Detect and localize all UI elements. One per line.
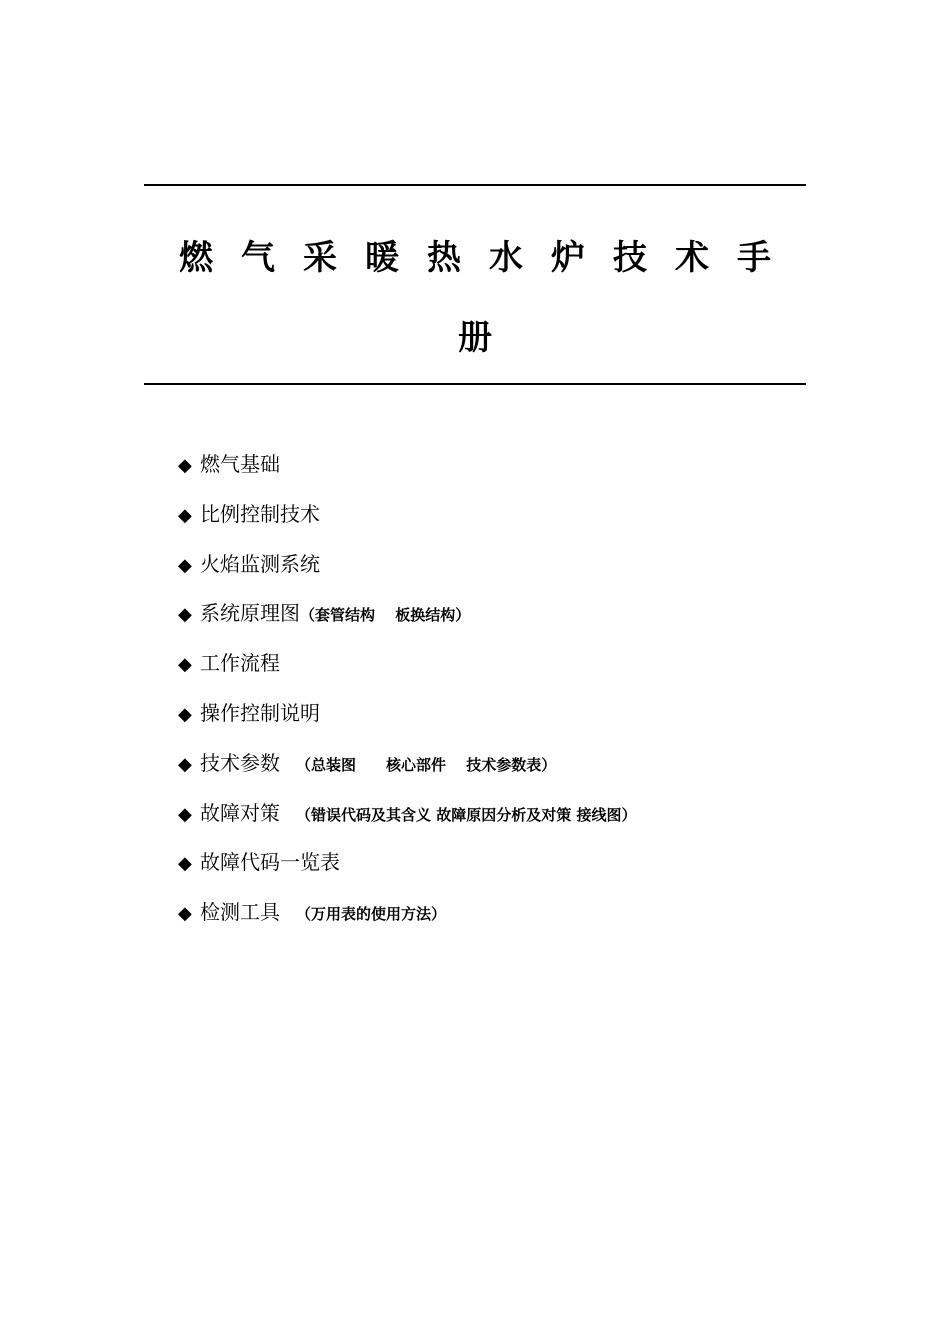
toc-note: （万用表的使用方法） <box>296 905 447 924</box>
toc-label: 比例控制技术 <box>200 501 320 526</box>
toc-item-workflow <box>178 645 636 695</box>
toc-label: 故障对策 <box>200 800 280 825</box>
toc-item-technical-parameters <box>178 745 636 795</box>
bottom-rule <box>144 383 806 385</box>
toc-label: 燃气基础 <box>200 452 280 476</box>
toc-note: （错误代码及其含义 故障原因分析及对策 接线图） <box>296 805 637 824</box>
diamond-bullet-icon: ◆ <box>178 604 192 626</box>
toc-item-proportional-control <box>178 496 636 546</box>
title-line-1: 燃气采暖热水炉技术手 <box>179 238 799 278</box>
toc-label: 系统原理图 <box>200 601 300 626</box>
table-of-contents <box>178 446 636 944</box>
diamond-bullet-icon: ◆ <box>178 455 192 476</box>
diamond-bullet-icon: ◆ <box>178 803 192 825</box>
diamond-bullet-icon: ◆ <box>178 753 192 775</box>
diamond-bullet-icon: ◆ <box>178 554 192 576</box>
diamond-bullet-icon: ◆ <box>178 703 192 725</box>
toc-item-test-tools <box>178 894 636 944</box>
toc-label: 检测工具 <box>200 900 280 925</box>
toc-item-system-schematic <box>178 595 636 645</box>
diamond-bullet-icon: ◆ <box>178 853 192 875</box>
toc-item-gas-basics <box>178 446 636 496</box>
top-rule <box>144 184 806 186</box>
toc-label: 操作控制说明 <box>200 700 320 725</box>
toc-label: 故障代码一览表 <box>200 850 340 875</box>
toc-note: （总装图 核心部件 技术参数表） <box>296 755 557 774</box>
toc-note: （套管结构 板换结构） <box>300 606 471 625</box>
document-title <box>144 218 806 378</box>
toc-item-operation-control <box>178 695 636 745</box>
toc-label: 工作流程 <box>200 651 280 676</box>
toc-item-fault-countermeasures <box>178 795 636 845</box>
diamond-bullet-icon: ◆ <box>178 654 192 676</box>
title-line-2: 册 <box>458 318 520 358</box>
diamond-bullet-icon: ◆ <box>178 903 192 925</box>
toc-label: 火焰监测系统 <box>200 551 320 576</box>
toc-item-fault-code-list <box>178 844 636 894</box>
diamond-bullet-icon: ◆ <box>178 504 192 526</box>
toc-item-flame-monitoring <box>178 546 636 596</box>
toc-label: 技术参数 <box>200 750 280 775</box>
